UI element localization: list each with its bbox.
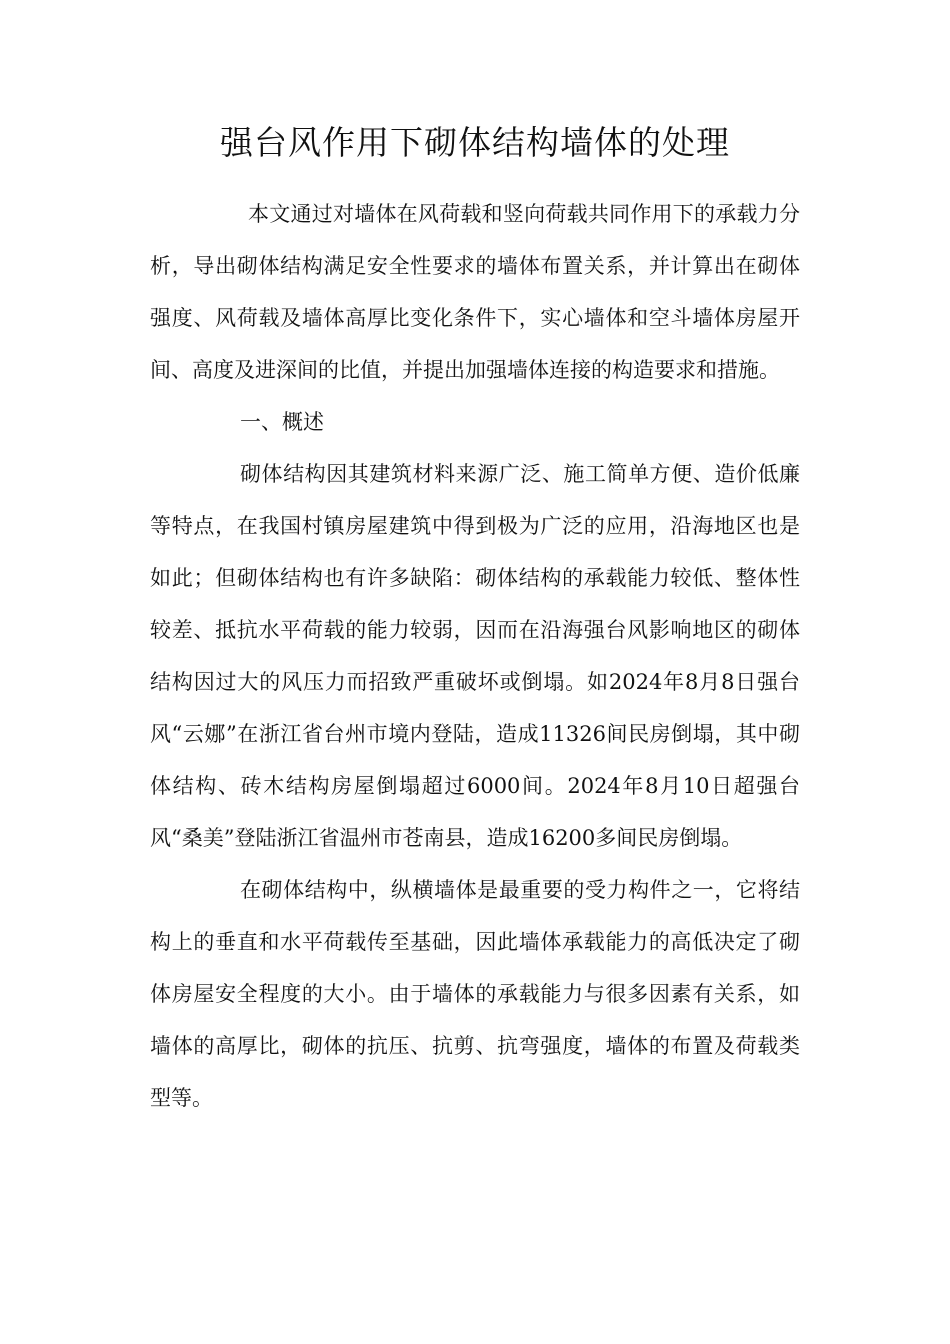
document-title: 强台风作用下砌体结构墙体的处理 (220, 123, 730, 162)
body-paragraph-1: 砌体结构因其建筑材料来源广泛、施工简单方便、造价低廉等特点，在我国村镇房屋建筑中得到极为广泛的应用，沿海地区也是如此；但砌体结构也有许多缺陷：砌体结构的承载能力较低、整体性较差、抵抗水平荷载的能力较弱，因而在沿海强台风影响地区的砌体结构因过大的风压力而招致严重破坏或倒塌。如2024年8月8日强台风“云娜”在浙江省台州市境内登陆，造成11326间民房倒塌，其中砌体结构、砖木结构房屋倒塌超过6000间。2024年8月10日超强台风“桑美”登陆浙江省温州市苍南县，造成16200多间民房倒塌。 (150, 462, 800, 850)
body-paragraph-2: 在砌体结构中，纵横墙体是最重要的受力构件之一，它将结构上的垂直和水平荷载传至基础，因此墙体承载能力的高低决定了砌体房屋安全程度的大小。由于墙体的承载能力与很多因素有关系，如墙体的高厚比，砌体的抗压、抗剪、抗弯强度，墙体的布置及荷载类型等。 (150, 878, 800, 1110)
abstract-paragraph: 本文通过对墙体在风荷载和竖向荷载共同作用下的承载力分析，导出砌体结构满足安全性要求的墙体布置关系，并计算出在砌体强度、风荷载及墙体高厚比变化条件下，实心墙体和空斗墙体房屋开间、高度及进深间的比值，并提出加强墙体连接的构造要求和措施。 (150, 202, 800, 382)
document-body (150, 188, 800, 1124)
section-heading-overview: 一、概述 (240, 410, 324, 434)
